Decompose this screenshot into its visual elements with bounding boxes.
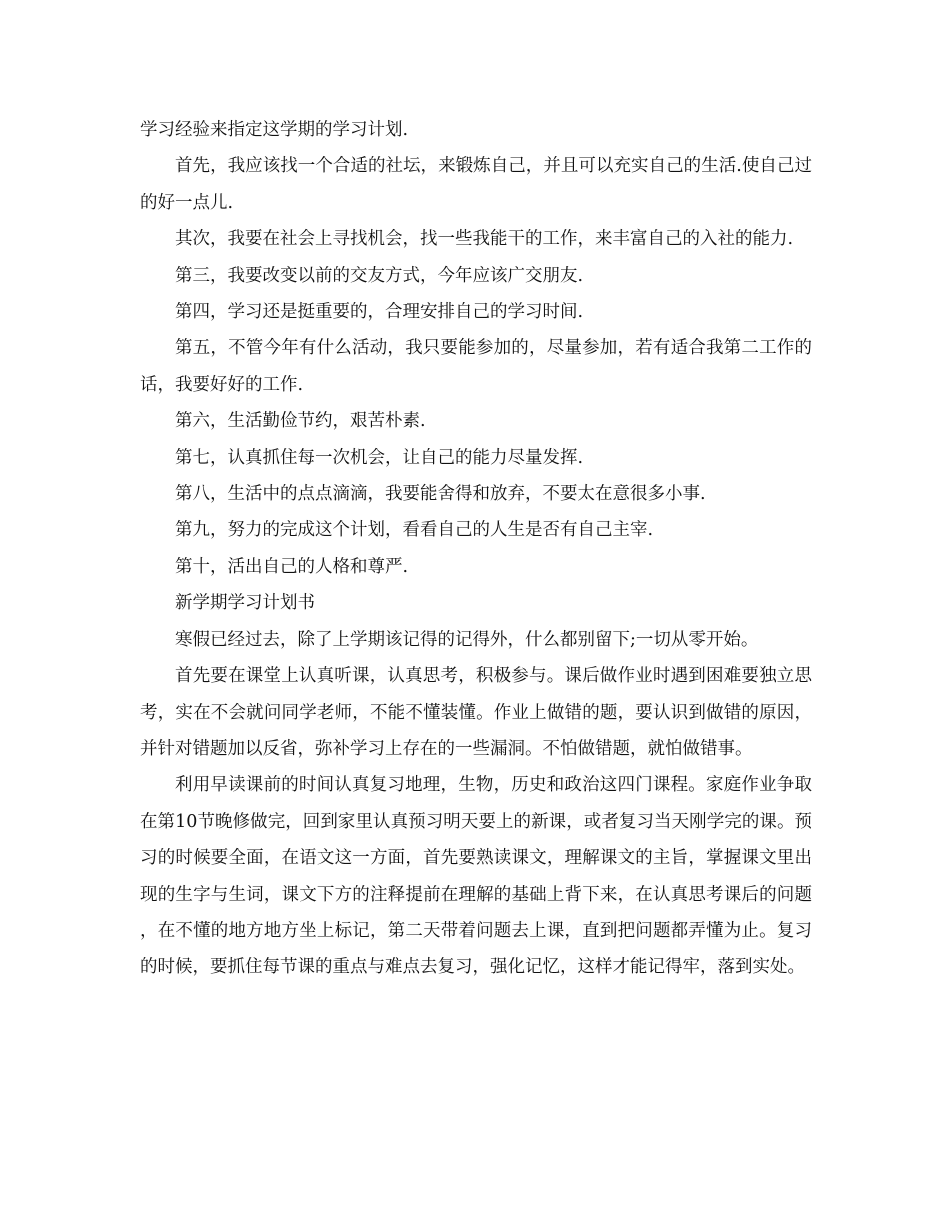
paragraph-second: 其次，我要在社会上寻找机会，找一些我能干的工作，来丰富自己的入社的能力. <box>175 229 794 250</box>
paragraph-tenth: 第十，活出自己的人格和尊严. <box>175 556 409 577</box>
paragraph-first: 首先，我应该找一个合适的社坛，来锻炼自己，并且可以充实自己的生活.使自己过的好一点儿. <box>140 156 812 213</box>
paragraph-fifth: 第五，不管今年有什么活动，我只要能参加的，尽量参加，若有适合我第二工作的话，我要好好的工作. <box>140 338 812 395</box>
document-body <box>140 112 812 986</box>
paragraph-eighth: 第八，生活中的点点滴滴，我要能舍得和放弃，不要太在意很多小事. <box>175 484 706 505</box>
paragraph-ninth: 第九，努力的完成这个计划，看看自己的人生是否有自己主宰. <box>175 520 654 541</box>
paragraph-intro: 寒假已经过去，除了上学期该记得的记得外，什么都别留下;一切从零开始。 <box>175 629 759 650</box>
paragraph-sixth: 第六，生活勤俭节约，艰苦朴素. <box>175 411 426 432</box>
paragraph-seventh: 第七，认真抓住每一次机会，让自己的能力尽量发挥. <box>175 447 584 468</box>
paragraph-third: 第三，我要改变以前的交友方式，今年应该广交朋友. <box>175 265 584 286</box>
paragraph-classroom: 首先要在课堂上认真听课，认真思考，积极参与。课后做作业时遇到困难要独立思考，实在不会就问同学老师，不能不懂装懂。作业上做错的题，要认识到做错的原因，并针对错题加以反省，弥补学习上存在的一些漏洞。不怕做错题，就怕做错事。 <box>140 666 812 759</box>
section-heading: 新学期学习计划书 <box>175 593 315 614</box>
paragraph-fourth: 第四，学习还是挺重要的，合理安排自己的学习时间. <box>175 302 584 323</box>
paragraph-continuation: 学习经验来指定这学期的学习计划. <box>140 120 409 140</box>
paragraph-review: 利用早读课前的时间认真复习地理，生物，历史和政治这四门课程。家庭作业争取在第10节晚修做完，回到家里认真预习明天要上的新课，或者复习当天刚学完的课。预习的时候要全面，在语文这一方面，首先要熟读课文，理解课文的主旨，掌握课文里出现的生字与生词，课文下方的注释提前在理解的基础上背下来，在认真思考课后的问题，在不懂的地方地方坐上标记，第二天带着问题去上课，直到把问题都弄懂为止。复习的时候，要抓住每节课的重点与难点去复习，强化记忆，这样才能记得牢，落到实处。 <box>140 775 812 978</box>
